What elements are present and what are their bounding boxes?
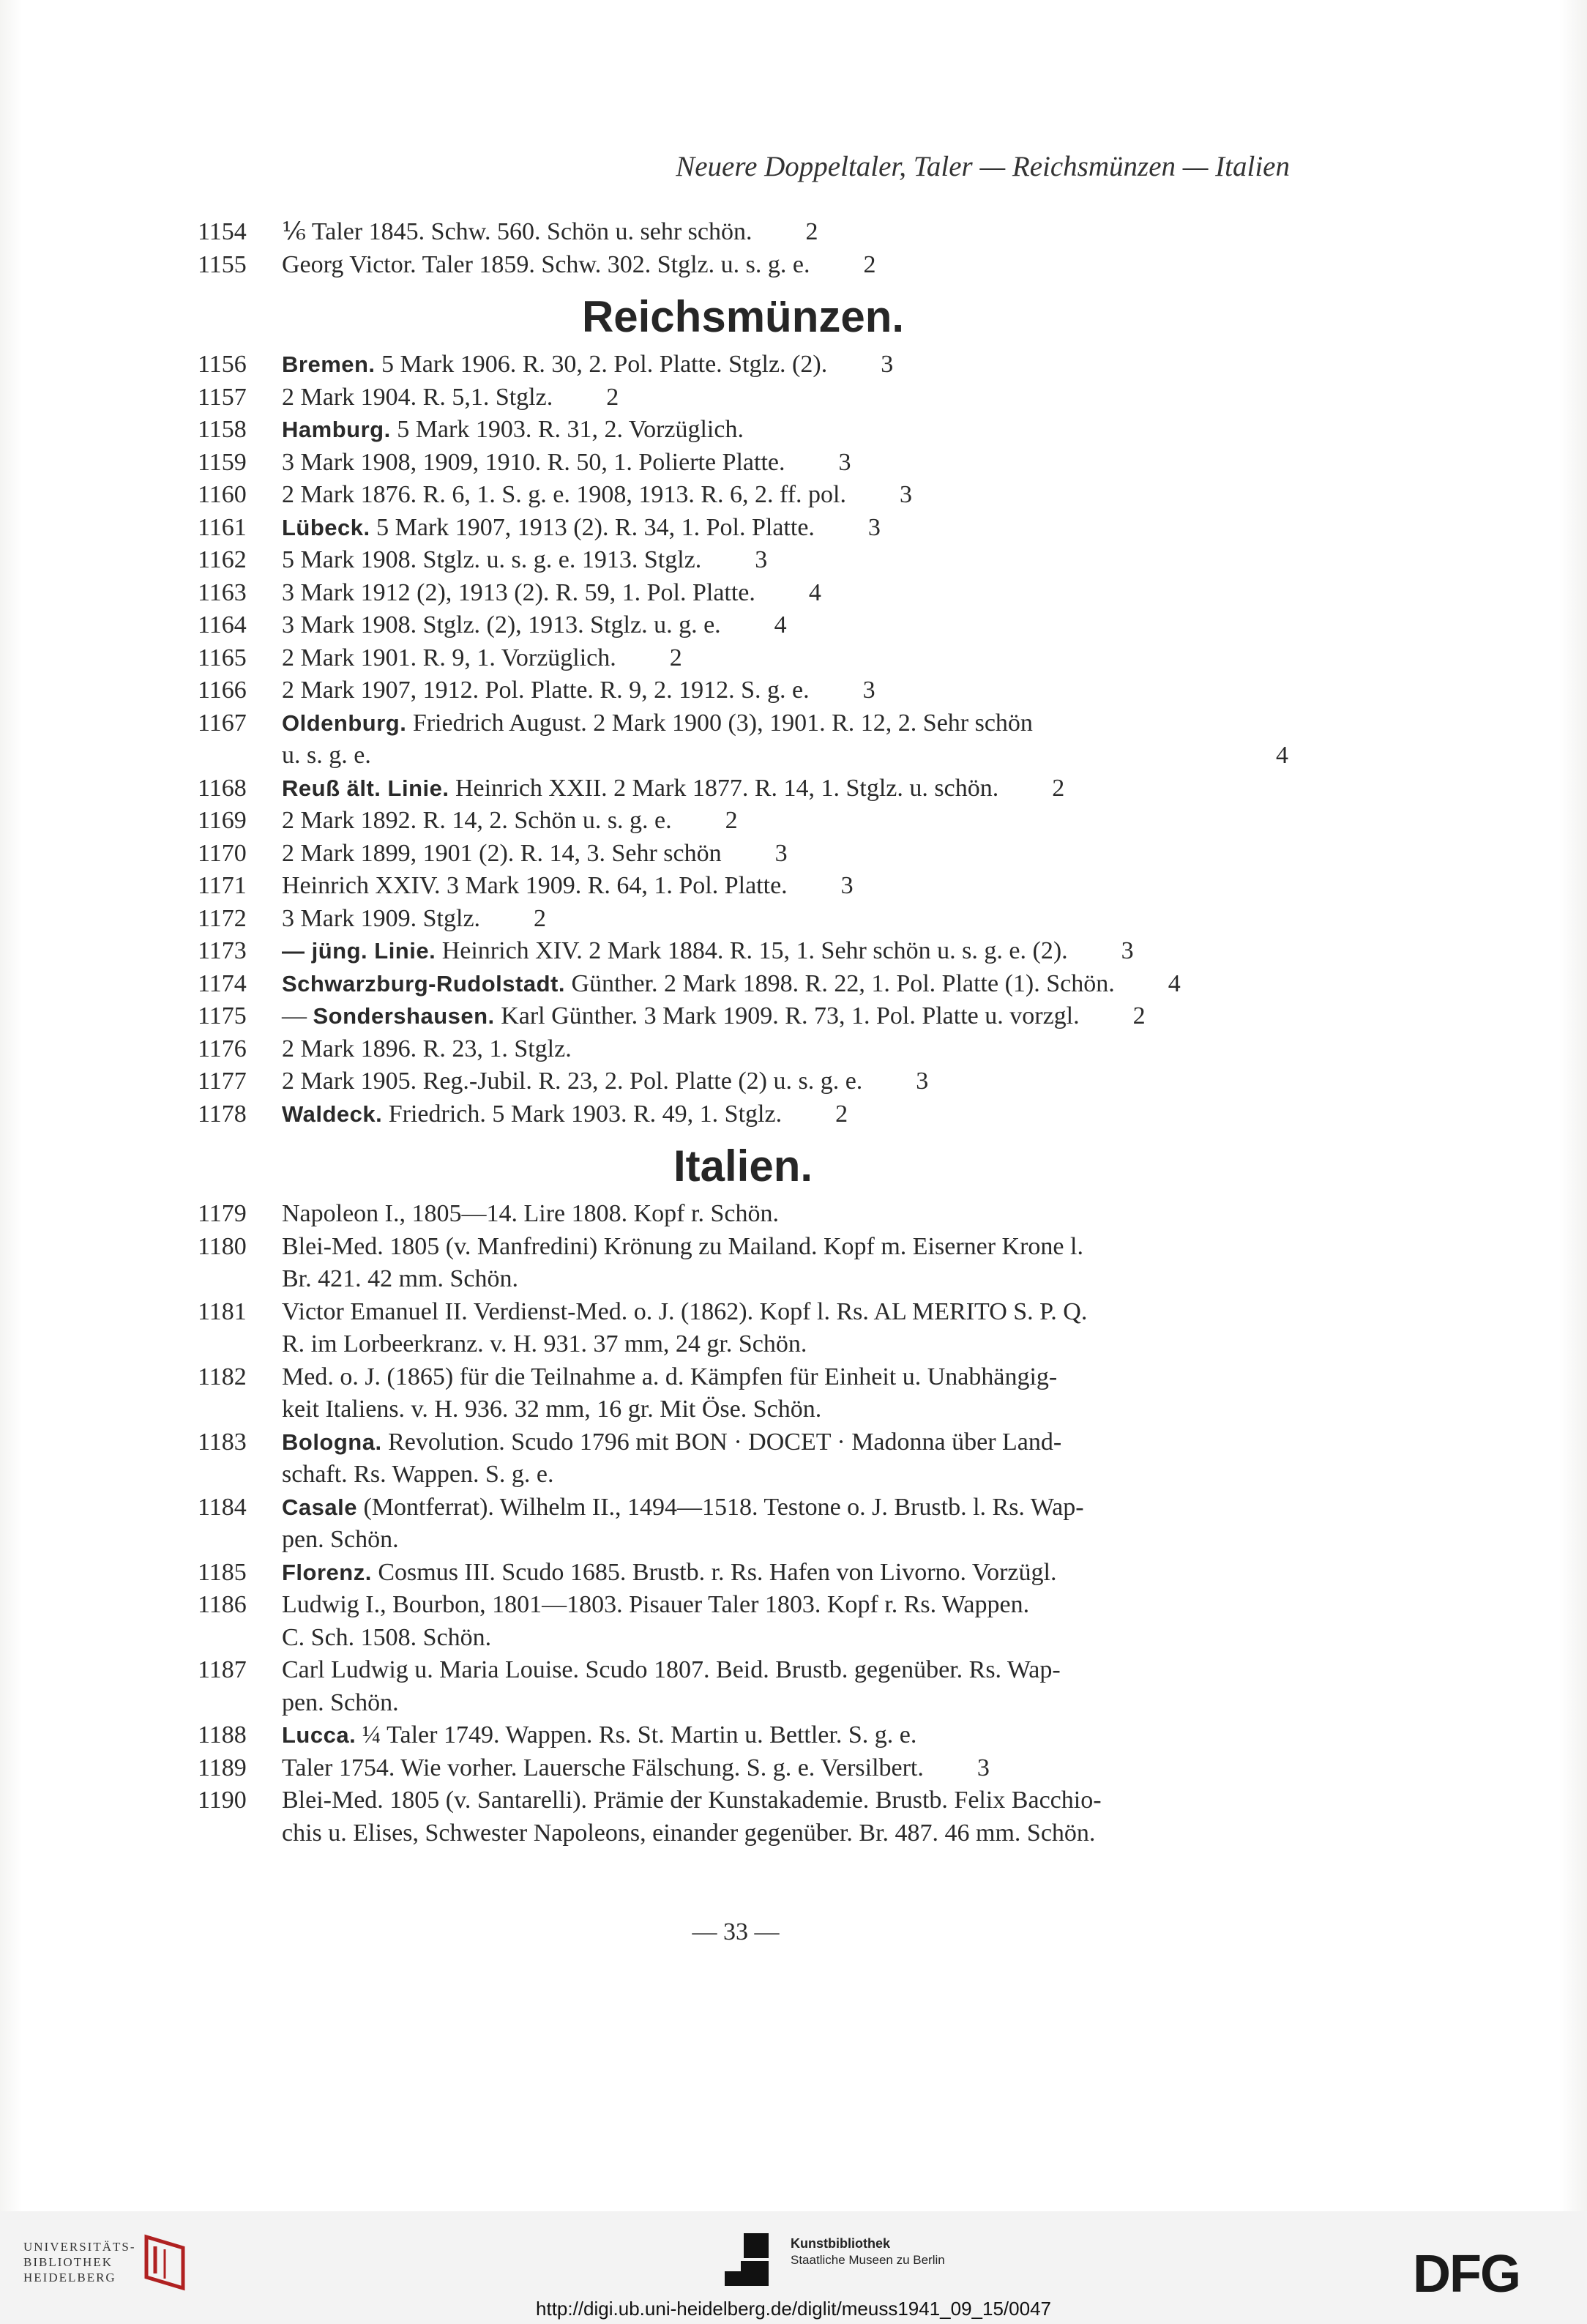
lot-entry [198,544,1288,577]
lot-line [282,414,744,447]
lot-text-part: 3 Mark 1912 (2), 1913 (2). R. 59, 1. Pol. Platte. [282,578,755,606]
lot-estimate [1259,1622,1288,1655]
lot-description [282,1361,1288,1394]
lot-line [282,1328,1222,1361]
lot-line [282,1817,1222,1850]
lot-text-part: 5 Mark 1907, 1913 (2). R. 34, 1. Pol. Platte. [370,513,815,541]
lot-estimate: 4 [774,611,787,638]
lot-text-part: u. s. g. e. [282,742,371,769]
page-number: — 33 — [692,1918,780,1945]
lot-estimate: 3 [755,546,768,573]
lot-entry [198,216,1288,249]
lot-line [282,1263,1222,1296]
lot-entry [198,1589,1288,1622]
lot-text-part: 5 Mark 1903. R. 31, 2. Vorzüglich. [390,416,744,443]
lot-number: 1160 [198,481,247,508]
lot-line [282,1622,1222,1655]
lot-entry [198,1231,1288,1264]
lot-line [282,1491,1288,1524]
lot-place-name: Bremen. [282,351,376,377]
lot-number: 1173 [198,937,247,964]
lot-text-part: Heinrich XXIV. 3 Mark 1909. R. 64, 1. Pol. Platte. [282,872,788,899]
lot-number: 1184 [198,1493,247,1521]
lot-entry [198,479,1288,512]
lot-estimate [953,1719,982,1752]
lot-line [282,544,701,577]
lot-number: 1168 [198,774,247,802]
lot-line [282,609,721,642]
lot-estimate: 2 [863,250,876,278]
lot-continuation [282,1524,1288,1557]
lot-description [282,805,1288,838]
lot-text-part: Victor Emanuel II. Verdienst-Med. o. J. (1862). Kopf l. Rs. AL MERITO S. P. Q. [282,1297,1088,1325]
lot-estimate [1259,1817,1288,1850]
lot-entry [198,903,1288,936]
lot-line [282,935,1068,968]
lot-text-part: 2 Mark 1896. R. 23, 1. Stglz. [282,1035,572,1062]
lot-line [282,707,1288,740]
lot-line [282,1752,924,1785]
lot-estimate: 3 [1121,937,1134,964]
lot-text-part: 2 Mark 1901. R. 9, 1. Vorzüglich. [282,644,616,671]
uni-line-3: HEIDELBERG [23,2271,116,2284]
lot-estimate [815,1198,845,1231]
lot-line [282,1361,1288,1394]
lot-number: 1169 [198,807,247,834]
lot-continuation [282,1817,1288,1850]
lot-description [282,1557,1288,1590]
lot-line [282,805,672,838]
lot-line [282,1098,782,1131]
lot-continuation [282,1393,1288,1426]
lot-entry [198,349,1288,381]
lot-line [282,447,785,480]
lot-estimate [1259,1459,1288,1491]
lot-description [282,1033,1288,1066]
lot-place-name: Casale [282,1494,357,1520]
lot-place-name: Reuß ält. Linie. [282,775,449,801]
lot-entry [198,1296,1288,1329]
lot-text-part: 5 Mark 1908. Stglz. u. s. g. e. 1913. Stglz. [282,546,702,573]
lot-estimate: 2 [805,218,818,245]
lot-estimate [1259,1328,1288,1361]
uni-line-1: UNIVERSITÄTS- [23,2240,136,2254]
lot-description [282,772,1288,805]
lot-text-part: chis u. Elises, Schwester Napoleons, einander gegenüber. Br. 487. 46 mm. Schön. [282,1819,1096,1847]
lot-text-part: Günther. 2 Mark 1898. R. 22, 1. Pol. Platte (1). Schön. [564,969,1115,997]
lot-number: 1190 [198,1787,247,1814]
lot-line [282,249,810,282]
university-library-name [23,2239,136,2285]
lot-number: 1182 [198,1363,247,1390]
running-head: Neuere Doppeltaler, Taler — Reichsmünzen — Italien [676,151,1290,182]
lot-entry [198,1361,1288,1394]
lot-number: 1178 [198,1100,247,1128]
lot-number: 1189 [198,1754,247,1781]
lot-number: 1167 [198,709,247,737]
lot-number: 1166 [198,677,247,704]
lot-entry [198,447,1288,480]
lot-entry [198,1557,1288,1590]
lot-description [282,1491,1288,1524]
lot-description [282,479,1288,512]
lot-entry [198,674,1288,707]
lot-entry [198,1784,1288,1817]
lot-description [282,1065,1288,1098]
lot-entry [198,1491,1288,1524]
lot-description [282,577,1288,610]
lot-description [282,1000,1288,1033]
lot-number: 1162 [198,546,247,573]
kunstbibliothek-name: Kunstbibliothek [791,2236,890,2251]
lot-entry [198,1719,1288,1752]
lot-number: 1156 [198,351,247,378]
lot-number: 1176 [198,1035,247,1062]
lot-line [282,1557,1056,1590]
lot-line [282,512,815,545]
lot-estimate [608,1033,638,1066]
lot-text-part: pen. Schön. [282,1526,399,1553]
lot-text-part: ¼ Taler 1749. Wappen. Rs. St. Martin u. Bettler. S. g. e. [356,1721,917,1748]
lot-text-part: (Montferrat). Wilhelm II., 1494—1518. Testone o. J. Brustb. l. Rs. Wap- [356,1493,1084,1521]
lot-line [282,1000,1080,1033]
lot-line [282,1065,862,1098]
lot-entry [198,968,1288,1001]
lot-place-name: Schwarzburg-Rudolstadt. [282,970,565,997]
lot-number: 1180 [198,1232,247,1260]
lot-number: 1164 [198,611,247,638]
lot-line [282,1524,1222,1557]
lot-estimate [1093,1557,1122,1590]
section-heading: Italien. [673,1141,813,1191]
lot-number: 1188 [198,1721,247,1748]
lot-description [282,447,1288,480]
lot-text-part: — [282,1002,313,1029]
lot-entry [198,1752,1288,1785]
lot-text-part: schaft. Rs. Wappen. S. g. e. [282,1461,554,1488]
lot-line [282,1719,916,1752]
lot-description [282,609,1288,642]
kunstbibliothek-subtitle: Staatliche Museen zu Berlin [791,2253,945,2267]
lot-entry [198,381,1288,414]
lot-estimate: 3 [881,351,894,378]
section-heading: Reichsmünzen. [581,292,905,341]
lot-number: 1161 [198,513,247,541]
lot-description [282,1426,1288,1459]
lot-description [282,1654,1288,1687]
lot-entry [198,935,1288,968]
lot-number: 1171 [198,872,247,899]
lot-description [282,381,1288,414]
lot-entry [198,838,1288,871]
lot-estimate: 2 [1052,774,1065,802]
lot-estimate: 4 [1168,969,1181,997]
lot-description [282,1231,1288,1264]
lot-text-part: Br. 421. 42 mm. Schön. [282,1265,519,1292]
lot-text-part: Friedrich August. 2 Mark 1900 (3), 1901. R. 12, 2. Sehr schön [406,709,1033,737]
lot-entry [198,642,1288,675]
lot-entry [198,414,1288,447]
lot-line [282,1426,1288,1459]
lot-estimate: 2 [1132,1002,1146,1029]
lot-number: 1165 [198,644,247,671]
lot-line [282,1393,1222,1426]
lot-text-part: Cosmus III. Scudo 1685. Brustb. r. Rs. Hafen von Livorno. Vorzügl. [371,1558,1057,1586]
lot-place-name: Oldenburg. [282,710,407,736]
lot-estimate: 3 [862,677,875,704]
lot-description [282,544,1288,577]
lot-place-name: Waldeck. [282,1100,383,1127]
lot-text-part: 2 Mark 1876. R. 6, 1. S. g. e. 1908, 1913. R. 6, 2. ff. pol. [282,481,846,508]
lot-number: 1155 [198,250,247,278]
lot-place-name: Florenz. [282,1559,372,1585]
lot-entry [198,609,1288,642]
lot-description [282,1784,1288,1817]
lot-estimate [780,414,810,447]
lot-entry [198,577,1288,610]
lot-estimate: 2 [534,904,547,932]
lot-text-part: Carl Ludwig u. Maria Louise. Scudo 1807. Beid. Brustb. gegenüber. Rs. Wap- [282,1656,1061,1683]
lot-line [282,1033,572,1066]
lot-line [282,642,616,675]
lot-entry [198,1654,1288,1687]
lot-text-part: Napoleon I., 1805—14. Lire 1808. Kopf r. Schön. [282,1200,779,1227]
lot-entry [198,772,1288,805]
lot-description [282,935,1288,968]
lot-text-part: Friedrich. 5 Mark 1903. R. 49, 1. Stglz. [382,1100,783,1128]
lot-description [282,414,1288,447]
lot-text-part: 3 Mark 1908. Stglz. (2), 1913. Stglz. u. g. e. [282,611,721,638]
lot-line [282,216,753,249]
lot-description [282,249,1288,282]
lot-text-part: 2 Mark 1907, 1912. Pol. Platte. R. 9, 2. 1912. S. g. e. [282,677,810,704]
lot-estimate: 3 [977,1754,990,1781]
uni-line-2: BIBLIOTHEK [23,2255,113,2269]
lot-place-name: Bologna. [282,1429,382,1455]
lot-description [282,1198,1288,1231]
lot-text-part: Revolution. Scudo 1796 mit BON · DOCET · Madonna über Land- [381,1428,1062,1456]
lot-line [282,870,788,903]
lot-description [282,1589,1288,1622]
lot-estimate [1259,1263,1288,1296]
lot-estimate: 3 [899,481,912,508]
lot-entry [198,1426,1288,1459]
lot-number: 1175 [198,1002,247,1029]
lot-text-part: ⅙ Taler 1845. Schw. 560. Schön u. sehr schön. [282,218,753,245]
lot-text-part: Heinrich XXII. 2 Mark 1877. R. 14, 1. Stglz. u. schön. [449,774,999,802]
lot-estimate: 3 [867,513,881,541]
lot-text-part: pen. Schön. [282,1688,399,1716]
lot-line [282,1589,1288,1622]
kunstbibliothek-logo-icon [725,2233,780,2288]
lot-continuation [282,1622,1288,1655]
lot-description [282,903,1288,936]
lot-text-part: Med. o. J. (1865) für die Teilnahme a. d. Kämpfen für Einheit u. Unabhängig- [282,1363,1058,1390]
lot-description [282,1098,1288,1131]
lot-entry [198,249,1288,282]
source-url-link[interactable]: http://digi.ub.uni-heidelberg.de/diglit/meuss1941_09_15/0047 [536,2298,1051,2320]
lot-text-part: keit Italiens. v. H. 936. 32 mm, 16 gr. Mit Öse. Schön. [282,1396,822,1423]
lot-description [282,674,1288,707]
lot-line [282,1654,1288,1687]
lot-number: 1157 [198,383,247,411]
lot-continuation [282,1687,1288,1720]
lot-entry [198,870,1288,903]
lot-continuation [282,1459,1288,1491]
lot-estimate [1259,1687,1288,1720]
lot-entry [198,805,1288,838]
lot-estimate: 4 [808,578,821,606]
lot-number: 1163 [198,578,247,606]
lot-number: 1174 [198,969,247,997]
lot-place-name: — jüng. Linie. [282,938,436,964]
lot-estimate: 4 [1276,742,1288,769]
lot-entry [198,1098,1288,1131]
lot-text-part: 3 Mark 1908, 1909, 1910. R. 50, 1. Polierte Platte. [282,448,785,476]
lot-list [198,216,1288,1850]
lot-text-part: Ludwig I., Bourbon, 1801—1803. Pisauer Taler 1803. Kopf r. Rs. Wappen. [282,1591,1030,1618]
lot-number: 1185 [198,1558,247,1586]
lot-number: 1170 [198,839,247,867]
digitization-footer [0,2211,1587,2324]
lot-text-part: Taler 1754. Wie vorher. Lauersche Fälschung. S. g. e. Versilbert. [282,1754,924,1781]
lot-description [282,870,1288,903]
lot-description [282,838,1288,871]
lot-continuation [282,1263,1288,1296]
lot-entry [198,1000,1288,1033]
lot-entry [198,1033,1288,1066]
lot-line [282,479,846,512]
lot-place-name: Lucca. [282,1722,356,1748]
lot-continuation [282,1328,1288,1361]
lot-line [282,577,755,610]
lot-text-part: 2 Mark 1899, 1901 (2). R. 14, 3. Sehr schön [282,839,722,867]
lot-description [282,1296,1288,1329]
lot-estimate: 2 [725,807,738,834]
lot-continuation [282,740,1288,772]
lot-text-part: Karl Günther. 3 Mark 1909. R. 73, 1. Pol. Platte u. vorzgl. [494,1002,1080,1029]
dfg-logo: DFG [1413,2245,1520,2303]
lot-text-part: 5 Mark 1906. R. 30, 2. Pol. Platte. Stglz. (2). [375,351,828,378]
lot-line [282,968,1115,1001]
lot-estimate [1259,1524,1288,1557]
lot-entry [198,512,1288,545]
lot-line [282,772,998,805]
lot-line [282,1231,1288,1264]
lot-number: 1158 [198,416,247,443]
lot-line [282,1198,779,1231]
lot-line [282,349,827,381]
lot-estimate [1259,1393,1288,1426]
lot-text-part: 3 Mark 1909. Stglz. [282,904,481,932]
lot-text-part: R. im Lorbeerkranz. v. H. 931. 37 mm, 24 gr. Schön. [282,1330,807,1357]
lot-place-name: Sondershausen. [313,1003,495,1029]
lot-estimate: 2 [606,383,619,411]
lot-description [282,1752,1288,1785]
lot-number: 1159 [198,448,247,476]
lot-text-part: C. Sch. 1508. Schön. [282,1623,492,1651]
lot-line [282,838,722,871]
lot-estimate: 3 [838,448,851,476]
university-library-logo-icon [139,2233,190,2292]
lot-number: 1172 [198,904,247,932]
lot-description [282,642,1288,675]
lot-description [282,512,1288,545]
lot-description [282,1719,1288,1752]
lot-line [282,1687,1222,1720]
lot-estimate: 3 [916,1068,929,1095]
lot-number: 1154 [198,218,247,245]
lot-estimate: 3 [840,872,854,899]
lot-estimate: 2 [669,644,682,671]
lot-text-part: 2 Mark 1892. R. 14, 2. Schön u. s. g. e. [282,807,672,834]
lot-description [282,968,1288,1001]
lot-place-name: Lübeck. [282,514,370,540]
lot-description [282,349,1288,381]
lot-text-part: Blei-Med. 1805 (v. Manfredini) Krönung zu Mailand. Kopf m. Eiserner Krone l. [282,1232,1083,1260]
lot-line [282,903,480,936]
lot-text-part: Blei-Med. 1805 (v. Santarelli). Prämie der Kunstakademie. Brustb. Felix Bacchio- [282,1787,1102,1814]
lot-line [282,740,1222,772]
lot-estimate: 3 [774,839,788,867]
lot-line [282,381,553,414]
lot-number: 1177 [198,1068,247,1095]
lot-text-part: 2 Mark 1904. R. 5,1. Stglz. [282,383,553,411]
lot-line [282,1459,1222,1491]
lot-description [282,707,1288,740]
lot-number: 1183 [198,1428,247,1456]
lot-place-name: Hamburg. [282,417,391,442]
lot-text-part: Georg Victor. Taler 1859. Schw. 302. Stglz. u. s. g. e. [282,250,810,278]
lot-entry [198,1198,1288,1231]
lot-entry [198,707,1288,740]
lot-number: 1179 [198,1200,247,1227]
lot-text-part: 2 Mark 1905. Reg.-Jubil. R. 23, 2. Pol. Platte (2) u. s. g. e. [282,1068,863,1095]
lot-text-part: Heinrich XIV. 2 Mark 1884. R. 15, 1. Sehr schön u. s. g. e. (2). [436,937,1068,964]
kunstbibliothek-credit [791,2235,945,2268]
lot-number: 1187 [198,1656,247,1683]
lot-number: 1181 [198,1297,247,1325]
lot-entry [198,1065,1288,1098]
lot-number: 1186 [198,1591,247,1618]
lot-line [282,1296,1288,1329]
lot-description [282,216,1288,249]
lot-line [282,674,810,707]
lot-line [282,1784,1288,1817]
lot-estimate: 2 [835,1100,848,1128]
